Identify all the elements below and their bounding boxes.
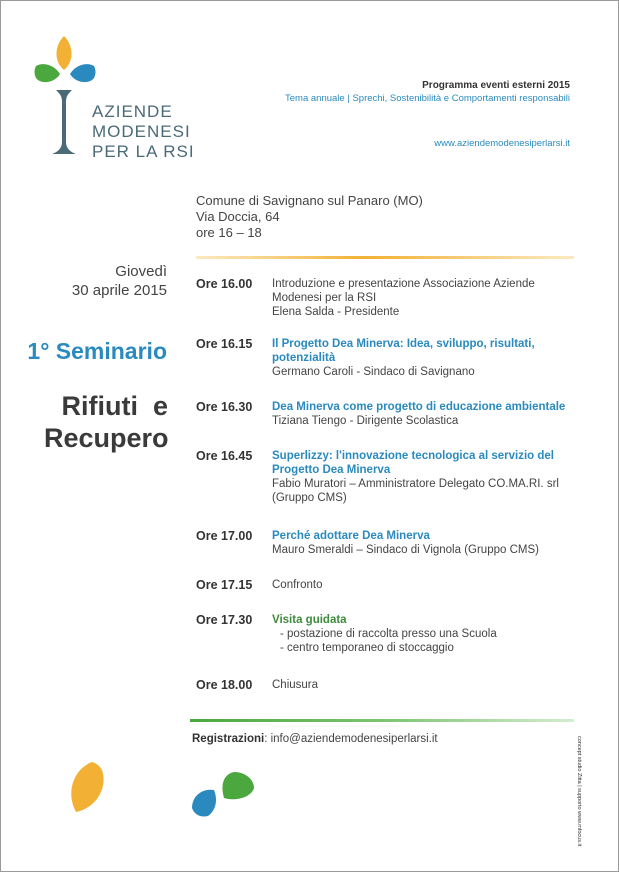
logo-stem xyxy=(52,90,76,154)
program-desc xyxy=(272,529,582,557)
program-desc xyxy=(272,613,582,655)
program-line: (Gruppo CMS) xyxy=(272,492,347,504)
event-full-date: 30 aprile 2015 xyxy=(71,282,167,299)
program-desc xyxy=(272,578,582,592)
program-line: Tiziana Tiengo - Dirigente Scolastica xyxy=(272,415,459,427)
program-time: Ore 16.30 xyxy=(196,400,253,414)
venue-address: Via Doccia, 64 xyxy=(196,209,280,224)
program-line: Modenesi per la RSI xyxy=(272,292,377,304)
program-time: Ore 17.30 xyxy=(196,613,253,627)
logo-leaf-yellow xyxy=(57,36,72,70)
program-time: Ore 18.00 xyxy=(196,678,253,692)
program-desc xyxy=(272,337,582,379)
logo-leaf-green xyxy=(35,64,61,82)
venue-block xyxy=(196,193,423,241)
registration-email[interactable]: info@aziendemodenesiperlarsi.it xyxy=(270,733,438,745)
program-line: Mauro Smeraldi – Sindaco di Vignola (Gruppo CMS) xyxy=(272,544,539,556)
event-day: Giovedì xyxy=(115,263,167,280)
program-desc xyxy=(272,277,582,319)
seminar-title xyxy=(44,390,168,454)
program-desc xyxy=(272,678,582,692)
program-time: Ore 16.45 xyxy=(196,449,253,463)
side-credit: concept studio Zitta | supporto www.mfocus.it xyxy=(576,736,582,847)
logo-leaf-blue xyxy=(70,64,96,82)
program-time: Ore 17.00 xyxy=(196,529,253,543)
program-title: Dea Minerva come progetto di educazione ambientale xyxy=(272,401,566,413)
program-time: Ore 16.00 xyxy=(196,277,253,291)
venue-hours: ore 16 – 18 xyxy=(196,225,262,240)
program-line: Introduzione e presentazione Associazione Aziende xyxy=(272,278,535,290)
program-line: Germano Caroli - Sindaco di Savignano xyxy=(272,366,475,378)
logo-line-2: MODENESI xyxy=(92,122,191,141)
logo-text xyxy=(92,102,195,162)
program-subtitle: Tema annuale | Sprechi, Sostenibilità e Comportamenti responsabili xyxy=(285,93,570,104)
seminar-title-line-1: Rifiuti e xyxy=(61,391,168,421)
program-title: Perché adottare Dea Minerva xyxy=(272,530,430,542)
seminar-title-line-2: Recupero xyxy=(44,423,169,453)
registration-label: Registrazioni xyxy=(192,733,265,745)
program-bullet: - centro temporaneo di stoccaggio xyxy=(280,642,454,654)
program-title: Programma eventi esterni 2015 xyxy=(422,80,570,91)
logo-line-1: AZIENDE xyxy=(92,102,173,121)
program-desc xyxy=(272,449,582,505)
program-title: Il Progetto Dea Minerva: Idea, sviluppo, risultati, potenzialità xyxy=(272,338,535,364)
registration-line: Registrazioni: info@aziendemodenesiperlarsi.it xyxy=(192,733,438,745)
program-line: Confronto xyxy=(272,579,323,591)
program-title: Superlizzy: l'innovazione tecnologica al servizio del Progetto Dea Minerva xyxy=(272,450,554,476)
bottom-divider xyxy=(190,719,574,722)
program-line: Fabio Muratori – Amministratore Delegato CO.MA.RI. srl xyxy=(272,478,559,490)
logo-line-3: PER LA RSI xyxy=(92,142,195,161)
venue-place: Comune di Savignano sul Panaro (MO) xyxy=(196,193,423,208)
program-time: Ore 16.15 xyxy=(196,337,253,351)
program-line: Elena Salda - Presidente xyxy=(272,306,400,318)
program-line: Chiusura xyxy=(272,679,319,691)
program-desc xyxy=(272,400,592,428)
program-title: Visita guidata xyxy=(272,614,347,626)
decor-leaf-yellow xyxy=(62,760,112,816)
website-link[interactable]: www.aziendemodenesiperlarsi.it xyxy=(434,138,570,149)
event-date xyxy=(72,262,167,300)
program-bullet: - postazione di raccolta presso una Scuola xyxy=(280,628,497,640)
program-time: Ore 17.15 xyxy=(196,578,253,592)
seminar-label: 1° Seminario xyxy=(27,338,167,364)
top-divider xyxy=(196,256,574,259)
decor-leaves-blue-green xyxy=(188,770,258,820)
